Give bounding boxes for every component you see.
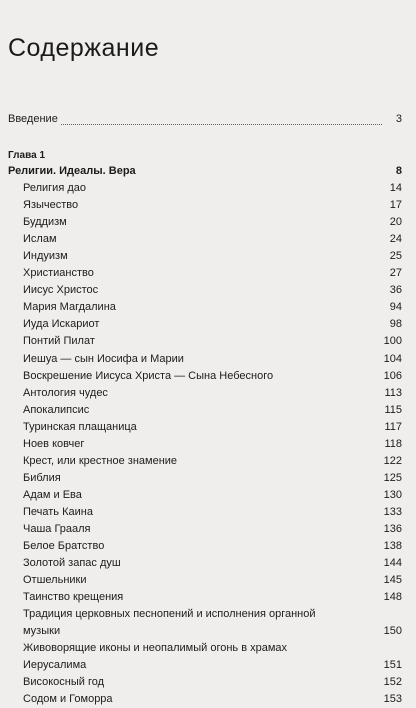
toc-entry-row[interactable] — [8, 436, 402, 453]
toc-entry-row[interactable] — [8, 180, 402, 197]
toc-entry-row[interactable] — [8, 555, 402, 572]
toc-entry-row[interactable] — [8, 589, 402, 606]
dot-leader — [98, 333, 382, 350]
toc-page-number: 118 — [384, 437, 402, 450]
toc-entry-label: Христианство — [23, 267, 94, 280]
toc-entry-row[interactable] — [8, 385, 402, 402]
toc-page-number: 36 — [389, 284, 402, 297]
toc-entry-row[interactable] — [8, 419, 402, 436]
toc-entry-label: Крест, или крестное знамение — [23, 454, 178, 467]
toc-entry-tradition-line1[interactable]: Традиция церковных песнопений и исполнения органной — [23, 608, 316, 621]
toc-page-number: 148 — [383, 591, 402, 604]
toc-entry-icons-line1[interactable]: Живоворящие иконы и неопалимый огонь в храмах — [23, 642, 288, 655]
toc-page-number: 122 — [383, 454, 402, 467]
dot-leader — [60, 231, 382, 248]
dot-leader — [139, 163, 382, 180]
dot-leader — [61, 108, 382, 125]
toc-page-number: 136 — [383, 522, 402, 535]
toc-page-number: 98 — [389, 318, 402, 331]
toc-page-number: 8 — [395, 165, 402, 177]
toc-entry-row[interactable] — [8, 691, 402, 708]
toc-page-number: 20 — [389, 216, 402, 229]
toc-entry-row[interactable] — [8, 214, 402, 231]
toc-entry-row[interactable] — [8, 248, 402, 265]
toc-entry-label: Чаша Грааля — [23, 522, 91, 535]
toc-page-number: 130 — [383, 488, 402, 501]
dot-leader — [90, 572, 382, 589]
toc-page-number: 14 — [389, 182, 402, 195]
dot-leader — [107, 674, 382, 691]
dot-leader — [276, 368, 382, 385]
toc-entry-label: Язычество — [23, 199, 79, 212]
toc-entry-label: Буддизм — [23, 216, 67, 229]
dot-leader — [97, 265, 382, 282]
toc-page-number: 17 — [389, 199, 402, 212]
dot-leader — [180, 453, 382, 470]
toc-entry-label: Белое Братство — [23, 540, 105, 553]
table-of-contents — [8, 108, 402, 708]
toc-entry-label: Содом и Гоморра — [23, 693, 113, 706]
dot-leader — [89, 657, 382, 674]
toc-entry-row[interactable] — [8, 368, 402, 385]
dot-leader — [64, 470, 382, 487]
toc-page-number: 117 — [384, 420, 402, 433]
toc-entry-label: Апокалипсис — [23, 403, 90, 416]
toc-entry-label: Високосный год — [23, 676, 105, 689]
dot-leader — [92, 402, 382, 419]
toc-entry-tradition-line2[interactable]: музыки 150 — [8, 623, 402, 640]
toc-entry-row[interactable] — [8, 674, 402, 691]
toc-entry-row[interactable] — [8, 470, 402, 487]
toc-entries — [8, 180, 402, 606]
toc-page-number: 27 — [389, 267, 402, 280]
toc-page-number: 106 — [383, 369, 402, 382]
dot-leader — [107, 538, 382, 555]
dot-leader — [96, 504, 382, 521]
toc-entry-label: Индуизм — [23, 250, 68, 263]
dot-leader — [70, 214, 382, 231]
toc-entry-label: Печать Каина — [23, 505, 93, 518]
toc-page-number: 24 — [389, 233, 402, 246]
toc-page-number: 133 — [383, 505, 402, 518]
toc-entry-label: Понтий Пилат — [23, 335, 95, 348]
page-title: Содержание — [8, 34, 160, 62]
dot-leader — [101, 282, 382, 299]
toc-entries-tail — [8, 674, 402, 708]
toc-entry-label: Отшельники — [23, 574, 87, 587]
toc-entry-label: Иисус Христос — [23, 284, 99, 297]
dot-leader — [124, 555, 382, 572]
toc-entry-label: Ислам — [23, 233, 57, 246]
toc-entry-label: Золотой запас душ — [23, 557, 121, 570]
toc-entry-label: Мария Магдалина — [23, 301, 116, 314]
dot-leader — [89, 180, 382, 197]
toc-entry-row[interactable] — [8, 521, 402, 538]
dot-leader — [111, 385, 382, 402]
toc-page-number: 145 — [383, 574, 402, 587]
toc-page-number: 152 — [383, 676, 402, 689]
toc-page-number: 150 — [383, 625, 402, 638]
toc-entry-label: Религия дао — [23, 182, 86, 195]
dot-leader — [85, 487, 382, 504]
toc-entry-label: Иешуа — сын Иосифа и Марии — [23, 352, 184, 365]
toc-entry-row[interactable] — [8, 265, 402, 282]
toc-section-label: Религии. Идеалы. Вера — [8, 165, 136, 177]
toc-page-number: 138 — [383, 540, 402, 553]
toc-page-number: 151 — [383, 659, 402, 672]
toc-page-number: 125 — [383, 471, 402, 484]
toc-entry-row[interactable] — [8, 538, 402, 555]
toc-page-number: 25 — [389, 250, 402, 263]
dot-leader — [187, 351, 382, 368]
dot-leader — [71, 248, 382, 265]
toc-entry-row[interactable] — [8, 453, 402, 470]
toc-entry-row[interactable] — [8, 282, 402, 299]
toc-page-number: 3 — [395, 113, 402, 125]
toc-entry-row[interactable] — [8, 197, 402, 214]
chapter-label: Глава 1 — [8, 150, 46, 161]
toc-entry-label: Адам и Ева — [23, 488, 82, 501]
dot-leader — [126, 589, 382, 606]
dot-leader — [102, 316, 382, 333]
toc-entry-label: Антология чудес — [23, 386, 108, 399]
toc-entry-row[interactable] — [8, 351, 402, 368]
toc-page-number: 153 — [383, 693, 402, 706]
dot-leader — [140, 419, 382, 436]
dot-leader — [119, 299, 382, 316]
toc-entry-label: Библия — [23, 471, 61, 484]
toc-page-number: 144 — [383, 557, 402, 570]
toc-entry-row[interactable] — [8, 333, 402, 350]
toc-entry-label: Введение — [8, 113, 58, 125]
toc-page-number: 104 — [383, 352, 402, 365]
toc-entry-label: Ноев ковчег — [23, 437, 85, 450]
toc-entry-label: Таинство крещения — [23, 591, 124, 604]
dot-leader — [94, 521, 382, 538]
dot-leader — [81, 197, 382, 214]
toc-entry-row[interactable] — [8, 487, 402, 504]
toc-section-row[interactable] — [8, 163, 402, 180]
toc-page-number: 113 — [384, 386, 402, 399]
toc-intro-row[interactable] — [8, 108, 402, 131]
toc-page-number: 100 — [383, 335, 402, 348]
toc-entry-label: Иуда Искариот — [23, 318, 100, 331]
toc-entry-icons-line2[interactable]: Иерусалима 151 — [8, 657, 402, 674]
toc-entry-row[interactable] — [8, 504, 402, 521]
toc-entry-row[interactable] — [8, 572, 402, 589]
toc-entry-row[interactable] — [8, 299, 402, 316]
dot-leader — [87, 436, 382, 453]
toc-entry-row[interactable] — [8, 402, 402, 419]
toc-entry-label: Туринская плащаница — [23, 420, 137, 433]
toc-entry-row[interactable] — [8, 231, 402, 248]
toc-page-number: 115 — [384, 403, 402, 416]
dot-leader — [116, 691, 382, 708]
toc-page-number: 94 — [389, 301, 402, 314]
toc-entry-label: Воскрешение Иисуса Христа — Сына Небесного — [23, 369, 274, 382]
toc-entry-row[interactable] — [8, 316, 402, 333]
